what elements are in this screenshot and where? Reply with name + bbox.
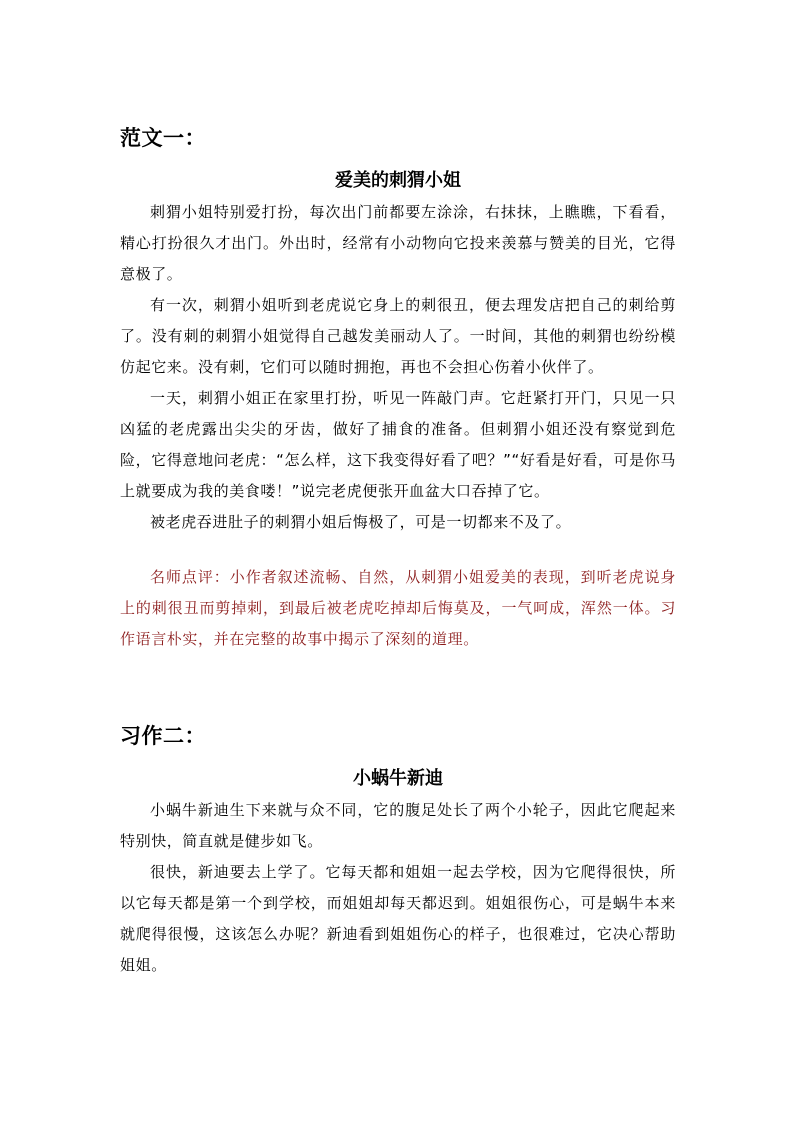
teacher-comment: 名师点评：小作者叙述流畅、自然，从刺猬小姐爱美的表现，到听老虎说身上的刺很丑而剪掉刺，到最后被老虎吃掉却后悔莫及，一气呵成，浑然一体。习作语言朴实，并在完整的故事中揭示了深刻的道理。 — [120, 568, 676, 648]
document-content — [120, 123, 676, 981]
paragraph: 有一次，刺猬小姐听到老虎说它身上的刺很丑，便去理发店把自己的刺给剪了。没有刺的刺猬小姐觉得自己越发美丽动人了。一时间，其他的刺猬也纷纷模仿起它来。没有刺，它们可以随时拥抱，再也不会担心伤着小伙伴了。 — [120, 296, 676, 376]
section-heading-1: 范文一： — [120, 126, 206, 150]
essay-title-1: 爱美的刺猬小姐 — [335, 170, 461, 191]
paragraph: 被老虎吞进肚子的刺猬小姐后悔极了，可是一切都来不及了。 — [150, 513, 572, 531]
section-heading-2: 习作二： — [120, 724, 206, 748]
paragraph: 很快，新迪要去上学了。它每天都和姐姐一起去学校，因为它爬得很快，所以它每天都是第一个到学校，而姐姐却每天都迟到。姐姐很伤心，可是蜗牛本来就爬得很慢，这该怎么办呢？新迪看到姐姐伤心的样子，也很难过，它决心帮助姐姐。 — [120, 863, 676, 974]
essay-title-2: 小蜗牛新迪 — [353, 768, 443, 789]
essay-section-2 — [120, 721, 676, 981]
paragraph: 刺猬小姐特别爱打扮，每次出门前都要左涂涂，右抹抹，上瞧瞧，下看看，精心打扮很久才出门。外出时，经常有小动物向它投来羡慕与赞美的目光，它得意极了。 — [120, 203, 676, 283]
paragraph: 一天，刺猬小姐正在家里打扮，听见一阵敲门声。它赶紧打开门，只见一只凶猛的老虎露出尖尖的牙齿，做好了捕食的准备。但刺猬小姐还没有察觉到危险，它得意地问老虎：“怎么样，这下我变得好看了吧？”“好看是好看，可是你马上就要成为我的美食喽！”说完老虎便张开血盆大口吞掉了它。 — [120, 389, 676, 500]
essay-section-1 — [120, 123, 676, 655]
paragraph: 小蜗牛新迪生下来就与众不同，它的腹足处长了两个小轮子，因此它爬起来特别快，简直就是健步如飞。 — [120, 801, 676, 850]
